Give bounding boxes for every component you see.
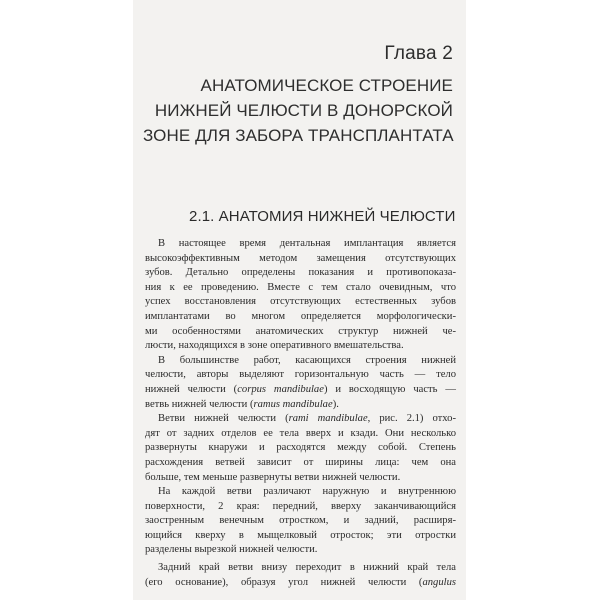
chapter-title-line: НИЖНЕЙ ЧЕЛЮСТИ В ДОНОРСКОЙ [154, 101, 453, 120]
text-line: заостренным венечным отростком, и задний, расширя- [145, 515, 456, 527]
text-line: В настоящее время дентальная имплантация является [158, 238, 456, 249]
text-line: успех восстановления отсутствующих естественных зубов [145, 296, 456, 308]
text-line: высокоэффективным методом замещения отсутствующих [145, 252, 456, 264]
text-line: (его основание), образуя угол нижней челюсти (angulus [145, 576, 456, 588]
text-line: ми особенностями анатомических структур нижней че- [145, 325, 456, 337]
chapter-title [143, 73, 453, 148]
chapter-title-line: АНАТОМИЧЕСКОЕ СТРОЕНИЕ [200, 76, 453, 95]
text-line: имплантатами во многом определяется морфологически- [145, 310, 456, 322]
text-line: В большинстве работ, касающихся строения нижней [158, 354, 456, 366]
text-line: Задний край ветви внизу переходит в нижний край тела [158, 562, 456, 574]
text-line: На каждой ветви различают наружную и внутреннюю [158, 486, 456, 498]
text-line: Ветви нижней челюсти (rami mandibulae, рис. 2.1) отхо- [158, 413, 456, 425]
chapter-label: Глава 2 [384, 43, 453, 64]
text-line: расхождения ветвей зависит от ширины лица: чем она [145, 456, 456, 468]
text-line: развернуты кнаружи и расходятся между собой. Степень [145, 442, 456, 454]
text-line: люсти, находящихся в зоне оперативного вмешательства. [145, 340, 404, 352]
text-line: разделены вырезкой нижней челюсти. [145, 544, 318, 556]
text-line: больше, тем меньше развернуты ветви нижней челюсти. [145, 471, 401, 483]
text-line: челюсти, авторы выделяют горизонтальную часть — тело [145, 369, 456, 381]
chapter-title-line: ЗОНЕ ДЛЯ ЗАБОРА ТРАНСПЛАНТАТА [143, 126, 454, 145]
text-line: зубов. Детально определены показания и противопоказа- [145, 267, 456, 279]
text-line: поверхности, 2 края: передний, вверху заканчивающийся [145, 500, 456, 512]
book-page [133, 0, 466, 600]
text-line: нижней челюсти (corpus mandibulae) и восходящую часть — [145, 383, 456, 395]
text-line: ющийся кверху в мыщелковый отросток; эти отростки [145, 529, 456, 541]
text-line: ния к ее проведению. Вместе с тем стало очевидным, что [145, 281, 456, 293]
section-heading: 2.1. АНАТОМИЯ НИЖНЕЙ ЧЕЛЮСТИ [189, 208, 456, 225]
text-line: ветвь нижней челюсти (ramus mandibulae). [145, 398, 339, 410]
text-line: дят от задних отделов ее тела вверх и кзади. Они несколько [145, 427, 456, 439]
body-text [145, 237, 456, 590]
